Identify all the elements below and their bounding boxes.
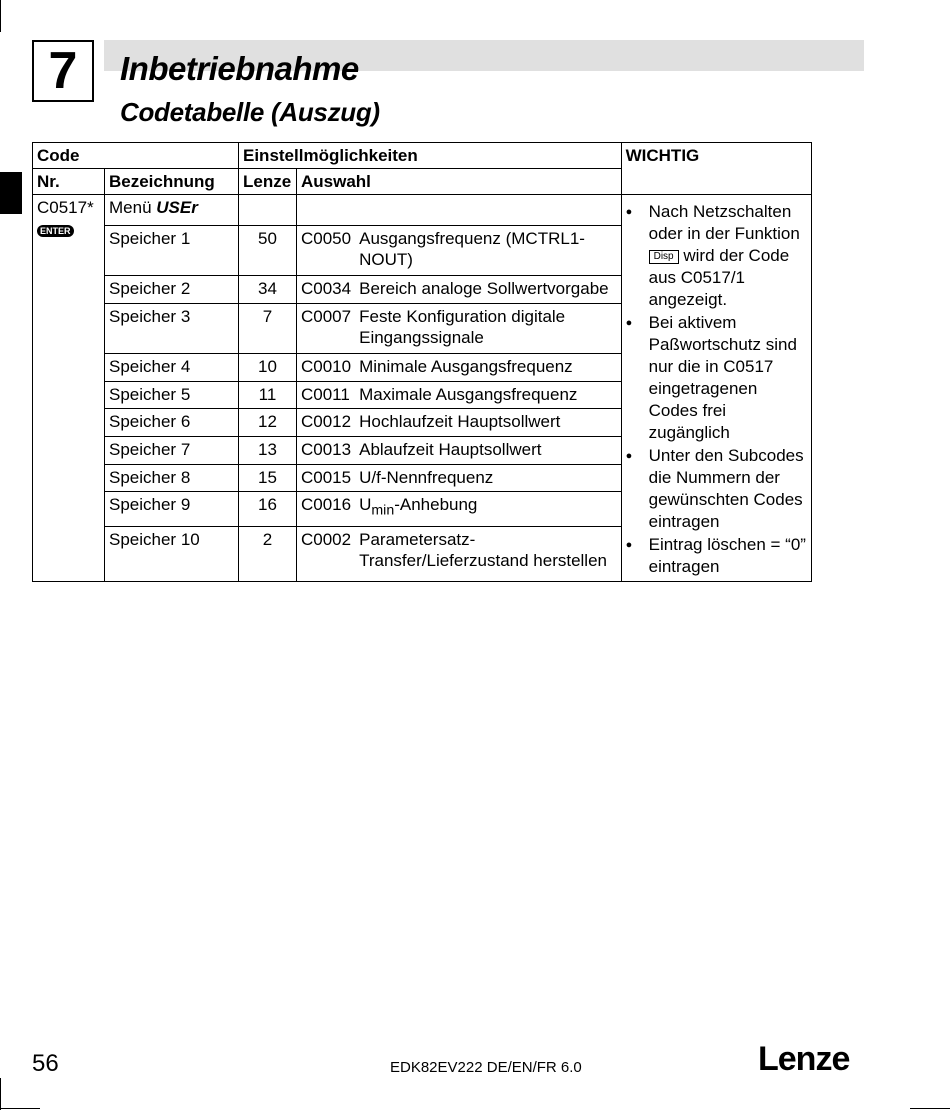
page-title: Inbetriebnahme <box>120 50 359 87</box>
document-id: EDK82EV222 DE/EN/FR 6.0 <box>390 1059 582 1076</box>
crop-mark <box>0 1108 40 1109</box>
disp-key-icon: Disp <box>649 250 679 264</box>
row-lenze: 11 <box>239 381 297 409</box>
code-number: C0517* <box>37 198 94 217</box>
row-bezeichnung: Speicher 8 <box>105 464 239 492</box>
table-row <box>33 195 812 226</box>
row-code: C0007 <box>297 303 356 353</box>
row-code: C0010 <box>297 353 356 381</box>
row-bezeichnung: Speicher 6 <box>105 409 239 437</box>
row-lenze: 34 <box>239 276 297 304</box>
header-wichtig: WICHTIG <box>621 143 811 195</box>
header-einstell: Einstellmöglichkeiten <box>239 143 622 169</box>
row-code: C0012 <box>297 409 356 437</box>
row-desc-main: U <box>359 495 372 515</box>
auswahl-cell <box>297 195 622 226</box>
row-bezeichnung: Speicher 5 <box>105 381 239 409</box>
note-1-text-end: wird der Code aus C0517/1 angezeigt. <box>648 246 790 309</box>
note-item: ● Eintrag löschen = “0” eintragen <box>626 534 807 578</box>
row-code: C0011 <box>297 381 356 409</box>
row-lenze: 16 <box>239 492 297 527</box>
row-code: C0015 <box>297 464 356 492</box>
row-bezeichnung: Speicher 7 <box>105 437 239 465</box>
row-lenze: 15 <box>239 464 297 492</box>
note-item: ● Bei aktivem Paßwortschutz sind nur die in C0517 eingetragenen Codes frei zugänglich <box>626 312 807 444</box>
row-lenze: 2 <box>239 527 297 582</box>
lenze-cell <box>239 195 297 226</box>
row-desc: Hochlaufzeit Hauptsollwert <box>355 409 621 437</box>
notes-list <box>626 201 807 578</box>
row-code: C0016 <box>297 492 356 527</box>
row-lenze: 7 <box>239 303 297 353</box>
note-item <box>626 201 807 311</box>
row-code: C0050 <box>297 226 356 276</box>
row-desc <box>355 492 621 527</box>
row-desc: Maximale Ausgangsfrequenz <box>355 381 621 409</box>
row-bezeichnung: Speicher 3 <box>105 303 239 353</box>
menu-value: USEr <box>156 198 198 217</box>
row-bezeichnung: Speicher 1 <box>105 226 239 276</box>
chapter-number: 7 <box>32 40 94 102</box>
enter-key-icon: ENTER <box>37 225 74 237</box>
row-desc: Parametersatz-Transfer/Lieferzustand herstellen <box>355 527 621 582</box>
code-cell <box>33 195 105 582</box>
header-auswahl: Auswahl <box>297 169 622 195</box>
row-bezeichnung: Speicher 2 <box>105 276 239 304</box>
row-desc: Minimale Ausgangsfrequenz <box>355 353 621 381</box>
header-code: Code <box>33 143 239 169</box>
row-desc-end: -Anhebung <box>394 495 478 515</box>
row-code: C0013 <box>297 437 356 465</box>
row-desc: Bereich analoge Sollwertvorgabe <box>355 276 621 304</box>
row-code: C0034 <box>297 276 356 304</box>
row-bezeichnung: Speicher 4 <box>105 353 239 381</box>
row-desc: U/f-Nennfrequenz <box>355 464 621 492</box>
crop-mark <box>0 1078 1 1110</box>
header-row <box>33 143 812 169</box>
page-number: 56 <box>32 1050 59 1077</box>
row-lenze: 50 <box>239 226 297 276</box>
row-desc: Ausgangsfrequenz (MCTRL1-NOUT) <box>355 226 621 276</box>
row-bezeichnung: Speicher 9 <box>105 492 239 527</box>
row-desc: Feste Konfiguration digitale Eingangssignale <box>355 303 621 353</box>
code-table <box>32 142 812 582</box>
row-lenze: 13 <box>239 437 297 465</box>
note-1-text: Nach Netzschalten oder in der Funktion <box>648 202 800 243</box>
crop-mark <box>0 0 1 32</box>
header-bezeichnung: Bezeichnung <box>105 169 239 195</box>
row-desc: Ablaufzeit Hauptsollwert <box>355 437 621 465</box>
row-lenze: 10 <box>239 353 297 381</box>
row-bezeichnung: Speicher 10 <box>105 527 239 582</box>
chapter-side-tab <box>0 172 22 214</box>
row-code: C0002 <box>297 527 356 582</box>
lenze-logo: Lenze <box>758 1040 850 1078</box>
note-item: ● Unter den Subcodes die Nummern der gewünschten Codes eintragen <box>626 445 807 533</box>
header-nr: Nr. <box>33 169 105 195</box>
notes-cell <box>621 195 811 582</box>
menu-cell <box>105 195 239 226</box>
row-desc-subscript: min <box>371 502 395 519</box>
row-lenze: 12 <box>239 409 297 437</box>
page-subtitle: Codetabelle (Auszug) <box>120 97 380 127</box>
menu-label: Menü <box>109 198 152 217</box>
crop-mark <box>910 1108 950 1109</box>
header-lenze: Lenze <box>239 169 297 195</box>
